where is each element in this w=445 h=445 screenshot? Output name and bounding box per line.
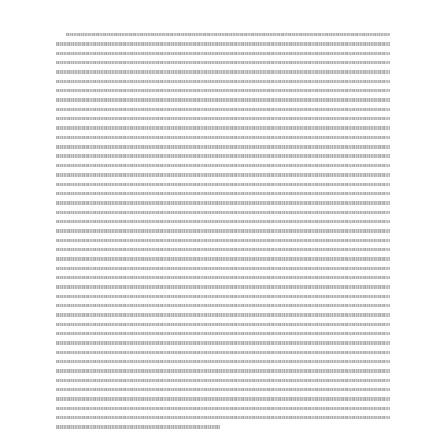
body-text-line (56, 77, 390, 86)
body-text-line (56, 282, 390, 291)
body-text-line (56, 254, 390, 263)
body-text-line (56, 180, 390, 189)
body-text-line (56, 170, 390, 179)
body-text-line (56, 217, 390, 226)
body-text-line (56, 58, 390, 67)
body-text-line (56, 142, 390, 151)
body-text-line (56, 404, 390, 413)
body-text-line (56, 39, 390, 48)
body-text-line (56, 338, 390, 347)
body-text-line (56, 329, 390, 338)
body-text-line (56, 366, 390, 375)
body-text-line (56, 394, 390, 403)
body-text-line (56, 245, 390, 254)
body-text-line (56, 413, 390, 422)
body-text-line (56, 133, 390, 142)
body-text-line (56, 273, 390, 282)
body-text-line (56, 264, 390, 273)
body-text-line (56, 86, 390, 95)
body-text-line (56, 357, 390, 366)
body-text-line (56, 198, 390, 207)
body-text-line (56, 30, 390, 39)
body-text-line (56, 105, 390, 114)
body-text-line (56, 123, 390, 132)
body-text-line (56, 189, 390, 198)
body-text-line (56, 226, 390, 235)
body-text-line (56, 67, 390, 76)
body-text-line (56, 301, 390, 310)
body-text-line (56, 310, 390, 319)
body-text-line (56, 95, 390, 104)
body-text-line (56, 320, 390, 329)
body-text-block (56, 30, 390, 432)
body-text-line (56, 292, 390, 301)
body-text-line (56, 422, 390, 431)
body-text-line (56, 208, 390, 217)
body-text-line (56, 236, 390, 245)
body-text-line (56, 49, 390, 58)
body-text-line (56, 151, 390, 160)
body-text-line (56, 161, 390, 170)
body-text-line (56, 385, 390, 394)
body-text-line (56, 114, 390, 123)
body-text-line (56, 348, 390, 357)
body-text-line (56, 376, 390, 385)
